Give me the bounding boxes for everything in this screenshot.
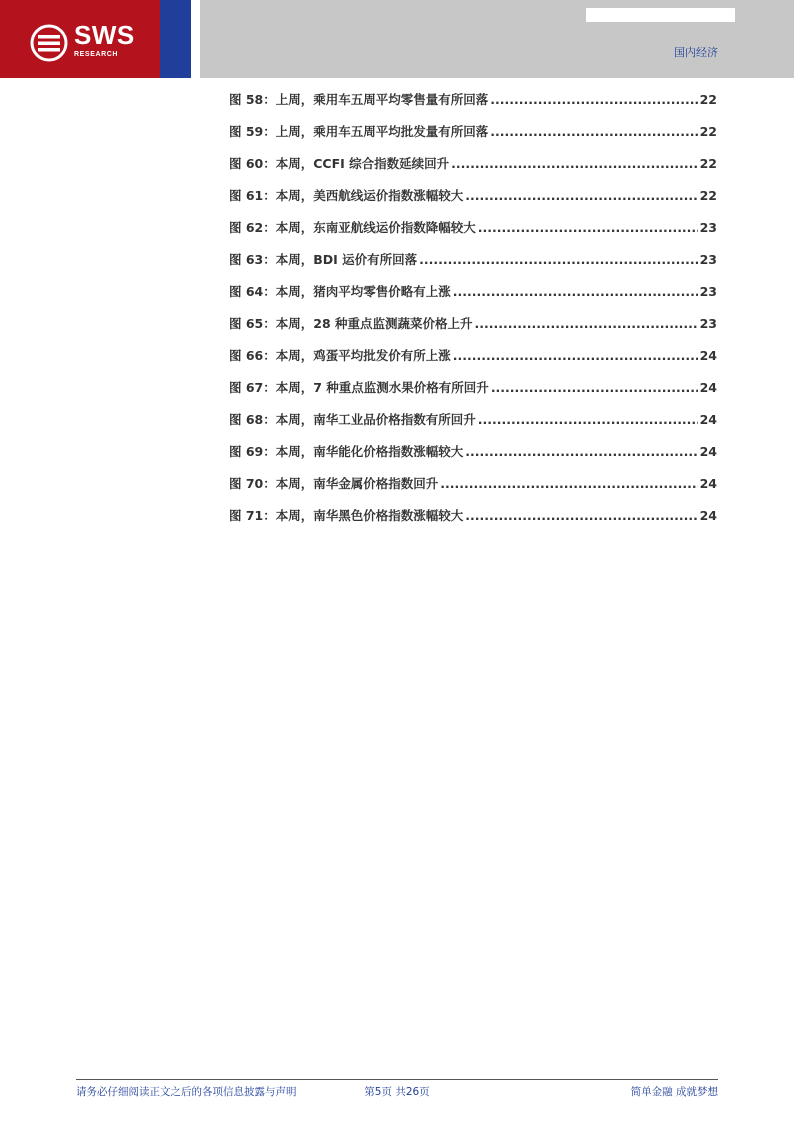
- toc-entry-title: 图 66：本周，鸡蛋平均批发价有所上涨: [229, 348, 451, 363]
- toc-leader-dots: [490, 122, 697, 142]
- toc-entry-title: 图 61：本周，美西航线运价指数涨幅较大: [229, 188, 464, 203]
- toc-entry[interactable]: [229, 122, 717, 154]
- footer-disclaimer: 请务必仔细阅读正文之后的各项信息披露与声明: [76, 1086, 297, 1098]
- table-of-figures: [229, 90, 717, 538]
- toc-leader-dots: [478, 410, 698, 430]
- toc-leader-dots: [475, 314, 698, 334]
- toc-entry-page: 22: [699, 188, 717, 203]
- header-blue-stripe: [160, 0, 191, 78]
- toc-entry-title: 图 71：本周，南华黑色价格指数涨幅较大: [229, 508, 464, 523]
- toc-leader-dots: [465, 186, 697, 206]
- toc-leader-dots: [453, 282, 698, 302]
- sws-logo-mark-icon: [30, 24, 68, 62]
- toc-entry-page: 22: [699, 124, 717, 139]
- logo-subtitle: RESEARCH: [74, 51, 119, 58]
- toc-leader-dots: [440, 474, 697, 494]
- toc-entry-title: 图 58：上周，乘用车五周平均零售量有所回落: [229, 92, 489, 107]
- toc-entry-page: 24: [699, 380, 717, 395]
- toc-entry-title: 图 63：本周，BDI 运价有所回落: [229, 252, 418, 267]
- toc-entry-title: 图 60：本周，CCFI 综合指数延续回升: [229, 156, 450, 171]
- toc-entry-page: 22: [699, 92, 717, 107]
- footer-divider: [76, 1079, 718, 1080]
- toc-entry-page: 23: [699, 252, 717, 267]
- footer-slogan: 简单金融 成就梦想: [630, 1086, 718, 1098]
- toc-leader-dots: [491, 378, 698, 398]
- toc-entry[interactable]: [229, 378, 717, 410]
- toc-leader-dots: [451, 154, 697, 174]
- sws-logo: [0, 0, 160, 78]
- toc-entry[interactable]: [229, 410, 717, 442]
- toc-entry-title: 图 68：本周，南华工业品价格指数有所回升: [229, 412, 476, 427]
- toc-entry-title: 图 70：本周，南华金属价格指数回升: [229, 476, 439, 491]
- header-divider: [191, 0, 200, 78]
- toc-leader-dots: [478, 218, 698, 238]
- toc-leader-dots: [465, 442, 697, 462]
- toc-entry-page: 22: [699, 156, 717, 171]
- toc-entry-page: 24: [699, 412, 717, 427]
- toc-entry-title: 图 64：本周，猪肉平均零售价略有上涨: [229, 284, 451, 299]
- toc-entry-page: 23: [699, 316, 717, 331]
- toc-leader-dots: [465, 506, 697, 526]
- toc-entry-page: 24: [699, 476, 717, 491]
- toc-entry[interactable]: [229, 250, 717, 282]
- toc-entry[interactable]: [229, 506, 717, 538]
- page-number: 第5页 共26页: [364, 1086, 430, 1098]
- toc-entry-title: 图 69：本周，南华能化价格指数涨幅较大: [229, 444, 464, 459]
- page-header: [0, 0, 794, 78]
- toc-entry-page: 23: [699, 284, 717, 299]
- toc-leader-dots: [453, 346, 698, 366]
- page-footer: [76, 1084, 718, 1100]
- toc-entry-page: 24: [699, 508, 717, 523]
- toc-entry-title: 图 67：本周，7 种重点监测水果价格有所回升: [229, 380, 489, 395]
- toc-entry[interactable]: [229, 442, 717, 474]
- toc-leader-dots: [490, 90, 697, 110]
- logo-wordmark: SWS: [74, 20, 135, 50]
- toc-entry[interactable]: [229, 346, 717, 378]
- toc-entry-title: 图 59：上周，乘用车五周平均批发量有所回落: [229, 124, 489, 139]
- toc-entry[interactable]: [229, 474, 717, 506]
- toc-entry[interactable]: [229, 90, 717, 122]
- toc-entry-page: 24: [699, 348, 717, 363]
- toc-entry-page: 23: [699, 220, 717, 235]
- toc-entry-title: 图 62：本周，东南亚航线运价指数降幅较大: [229, 220, 476, 235]
- toc-entry-page: 24: [699, 444, 717, 459]
- toc-entry[interactable]: [229, 186, 717, 218]
- toc-entry[interactable]: [229, 314, 717, 346]
- toc-entry[interactable]: [229, 218, 717, 250]
- toc-leader-dots: [419, 250, 697, 270]
- toc-entry[interactable]: [229, 282, 717, 314]
- header-blank-box: [586, 8, 735, 22]
- toc-entry[interactable]: [229, 154, 717, 186]
- toc-entry-title: 图 65：本周，28 种重点监测蔬菜价格上升: [229, 316, 473, 331]
- section-label: 国内经济: [674, 46, 718, 59]
